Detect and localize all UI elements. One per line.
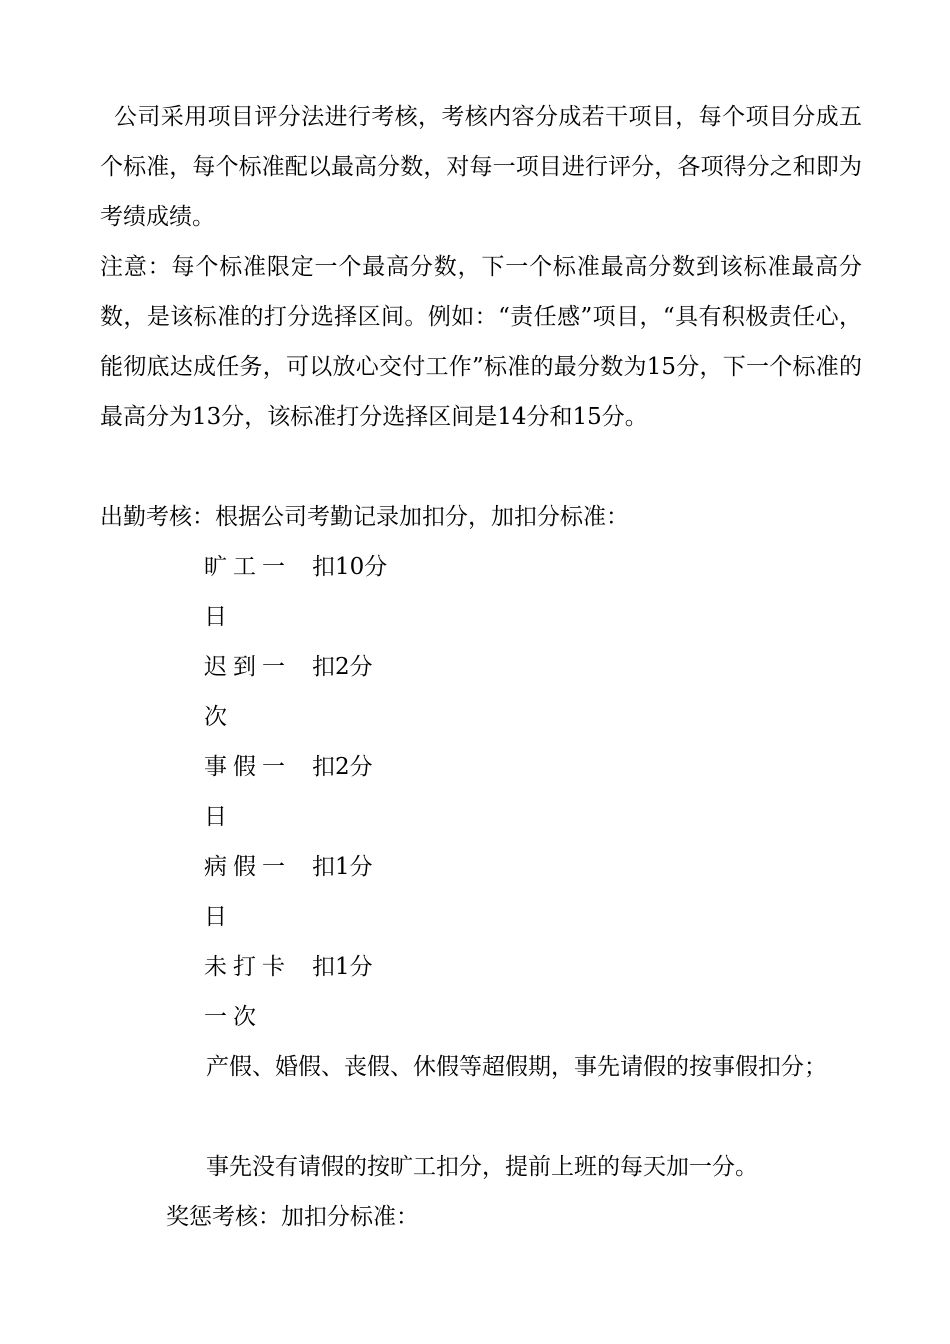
- attendance-item-label: 未打卡一次: [204, 954, 291, 1030]
- attendance-item-label: 事假一日: [204, 754, 291, 830]
- attendance-item: [204, 642, 464, 742]
- attendance-item: [204, 542, 464, 642]
- absence-rule-paragraph: 事先没有请假的按旷工扣分，提前上班的每天加一分。: [206, 1154, 758, 1180]
- attendance-heading: 出勤考核：根据公司考勤记录加扣分，加扣分标准：: [100, 504, 629, 530]
- attendance-item-deduction: 扣10分: [312, 554, 388, 580]
- attendance-item-label: 旷工一日: [204, 554, 291, 630]
- attendance-item: [204, 942, 464, 1042]
- rewards-heading: 奖惩考核：加扣分标准：: [166, 1204, 419, 1230]
- attendance-item-label: 迟到一次: [204, 654, 291, 730]
- attendance-item: [204, 742, 464, 842]
- attendance-item: [204, 842, 464, 942]
- attendance-item-deduction: 扣2分: [312, 754, 373, 780]
- attendance-item-deduction: 扣2分: [312, 654, 373, 680]
- note-paragraph: 注意：每个标准限定一个最高分数，下一个标准最高分数到该标准最高分数，是该标准的打分选择区间。例如：“责任感”项目，“具有积极责任心，能彻底达成任务，可以放心交付工作”标准的最分数为15分，下一个标准的最高分为13分，该标准打分选择区间是14分和15分。: [100, 254, 862, 430]
- intro-paragraph: 公司采用项目评分法进行考核，考核内容分成若干项目，每个项目分成五个标准，每个标准配以最高分数，对每一项目进行评分，各项得分之和即为考绩成绩。: [100, 104, 862, 230]
- attendance-item-deduction: 扣1分: [312, 854, 373, 880]
- leave-rule-paragraph: 产假、婚假、丧假、休假等超假期，事先请假的按事假扣分；: [206, 1054, 827, 1080]
- attendance-item-label: 病假一日: [204, 854, 291, 930]
- attendance-item-deduction: 扣1分: [312, 954, 373, 980]
